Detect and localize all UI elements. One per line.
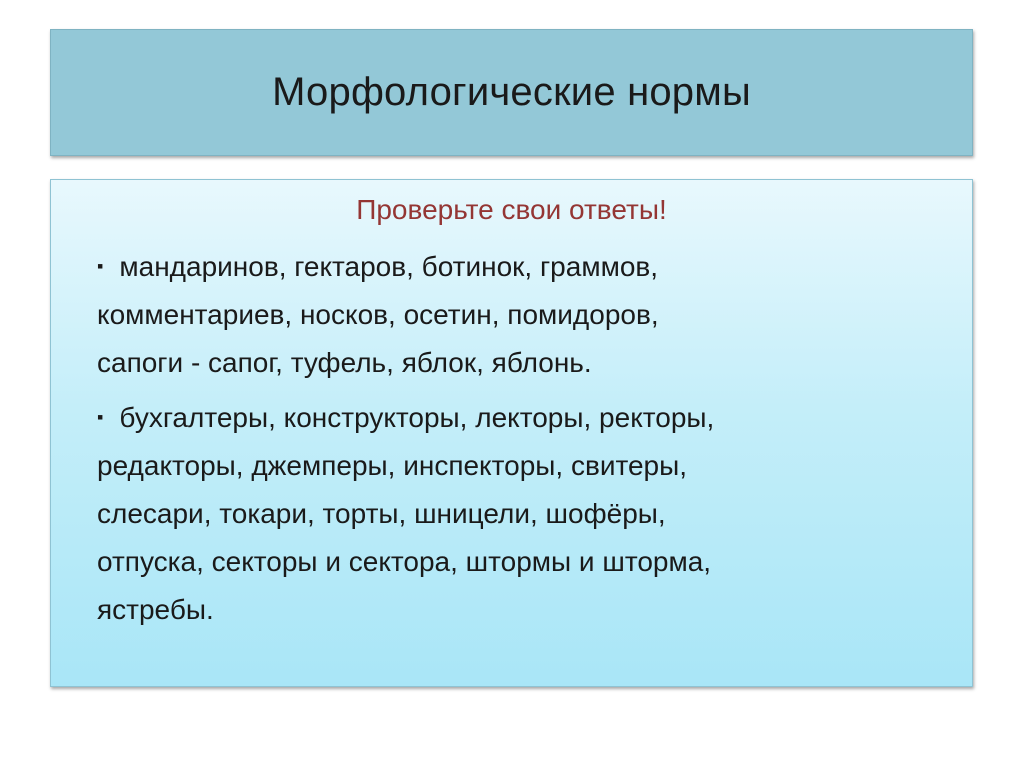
bullet-list — [97, 242, 932, 640]
bullet-line: ястребы. — [97, 594, 214, 625]
bullet-line: слесари, токари, торты, шницели, шофёры, — [97, 498, 666, 529]
bullet-item-2 — [97, 393, 932, 634]
content-box — [50, 179, 973, 687]
bullet-line: редакторы, джемперы, инспекторы, свитеры, — [97, 450, 688, 481]
bullet-line: сапоги - сапог, туфель, яблок, яблонь. — [97, 347, 592, 378]
bullet-line — [97, 242, 932, 291]
bullet-text: бухгалтеры, конструкторы, лекторы, ректоры, — [119, 402, 715, 433]
bullet-item-1 — [97, 242, 932, 387]
subtitle: Проверьте свои ответы! — [356, 194, 667, 225]
bullet-marker-icon: ▪ — [97, 407, 104, 427]
bullet-marker-icon: ▪ — [97, 256, 104, 276]
bullet-line — [97, 393, 932, 442]
bullet-line: отпуска, секторы и сектора, штормы и шторма, — [97, 546, 712, 577]
bullet-line: комментариев, носков, осетин, помидоров, — [97, 299, 659, 330]
bullet-text: мандаринов, гектаров, ботинок, граммов, — [119, 251, 659, 282]
slide-title: Морфологические нормы — [272, 70, 751, 114]
title-box — [50, 29, 973, 156]
